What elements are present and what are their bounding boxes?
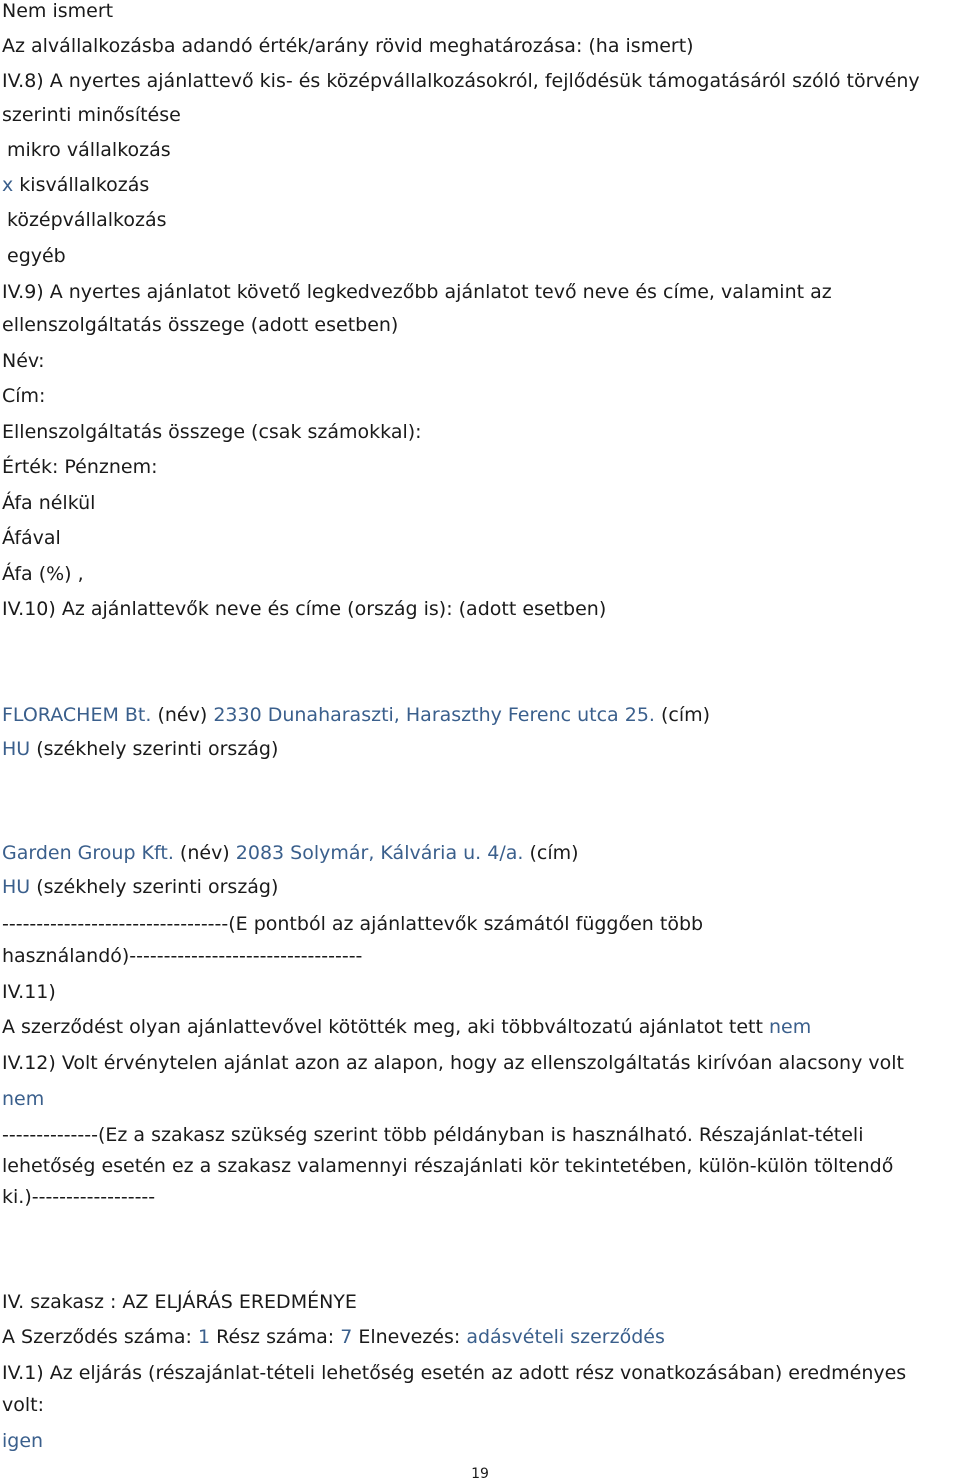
contract-name-value: adásvételi szerződés [466,1326,665,1348]
bidder-2-name-address [2,842,579,864]
contract-info-line [2,1326,665,1348]
bidder-1-country-line [2,738,278,760]
field-cim: Cím: [2,385,46,407]
part-number-label: Rész száma: [216,1326,335,1348]
field-afa-szazalek: Áfa (%) , [2,563,84,585]
separator-note-cont: használandó)---------------------------------- [2,945,363,967]
bidder-1-country: HU [2,738,31,760]
line-iv11-question [2,1016,811,1038]
field-nev: Név: [2,350,45,372]
contract-number-label: A Szerződés száma: [2,1326,192,1348]
contract-name-label: Elnevezés: [358,1326,461,1348]
bidder-1-name-tag: (név) [157,704,208,726]
line-iv12-question: IV.12) Volt érvénytelen ajánlat azon az alapon, hogy az ellenszolgáltatás kirívóan alacsony volt [2,1052,904,1074]
field-ertek-penznem: Érték: Pénznem: [2,456,158,478]
option-kozep: középvállalkozás [7,209,167,231]
bidder-2-name-tag: (név) [179,842,230,864]
option-kis-label: kisvállalkozás [19,174,150,196]
line-iv9-heading: IV.9) A nyertes ajánlatot követő legkedvezőbb ajánlatot tevő neve és címe, valamint az [2,281,832,303]
line-nem-ismert: Nem ismert [2,0,114,22]
option-kis [2,174,149,196]
line-iv1-question: IV.1) Az eljárás (részajánlat-tételi lehetőség esetén az adott rész vonatkozásában) eredményes [2,1362,907,1384]
field-afaval: Áfával [2,527,61,549]
field-afa-nelkul: Áfa nélkül [2,492,96,514]
page-number-text: 19 [471,1466,489,1482]
section-note-cont: lehetőség esetén ez a szakasz valamennyi részajánlati kör tekintetében, külön-külön töltendő [2,1155,894,1177]
part-number-value: 7 [340,1326,353,1348]
line-iv1-question-cont: volt: [2,1394,44,1416]
line-iv9-heading-cont: ellenszolgáltatás összege (adott esetben) [2,314,399,336]
option-egyeb: egyéb [7,245,66,267]
iv11-answer: nem [768,1016,812,1038]
bidder-2-address: 2083 Solymár, Kálvária u. 4/a. [235,842,524,864]
bidder-1-address-tag: (cím) [661,704,711,726]
field-ellenszolgaltatas: Ellenszolgáltatás összege (csak számokkal): [2,421,422,443]
bidder-1-address: 2330 Dunaharaszti, Haraszthy Ferenc utca 25. [213,704,655,726]
section-iv-heading: IV. szakasz : AZ ELJÁRÁS EREDMÉNYE [2,1291,357,1313]
bidder-2-country: HU [2,876,31,898]
bidder-2-country-line [2,876,278,898]
section-note: --------------(Ez a szakasz szükség szerint több példányban is használható. Részajánlat-tételi [2,1124,864,1146]
bidder-2-address-tag: (cím) [529,842,579,864]
iv1-answer: igen [2,1430,44,1452]
bidder-1-name: FLORACHEM Bt. [2,704,152,726]
bidder-2-name: Garden Group Kft. [2,842,174,864]
bidder-1-country-tag: (székhely szerinti ország) [36,738,279,760]
contract-number-value: 1 [197,1326,211,1348]
bidder-2-country-tag: (székhely szerinti ország) [36,876,279,898]
separator-note: ---------------------------------(E pontból az ajánlattevők számától függően több [2,913,704,935]
selected-mark: x [2,174,14,196]
line-iv8-heading-cont: szerinti minősítése [2,104,181,126]
page-number [0,1466,960,1482]
line-subcontract-ratio: Az alvállalkozásba adandó érték/arány rövid meghatározása: (ha ismert) [2,35,694,57]
line-iv10-heading: IV.10) Az ajánlattevők neve és címe (ország is): (adott esetben) [2,598,607,620]
line-iv8-heading: IV.8) A nyertes ajánlattevő kis- és középvállalkozásokról, fejlődésük támogatásáról szóló törvény [2,70,920,92]
bidder-1-name-address [2,704,710,726]
line-iv11-heading: IV.11) [2,981,56,1003]
iv11-question-text: A szerződést olyan ajánlattevővel kötötték meg, aki többváltozatú ajánlatot tett [2,1016,763,1038]
iv12-answer: nem [2,1088,45,1110]
section-note-end: ki.)------------------ [2,1186,156,1208]
option-mikro: mikro vállalkozás [7,139,171,161]
